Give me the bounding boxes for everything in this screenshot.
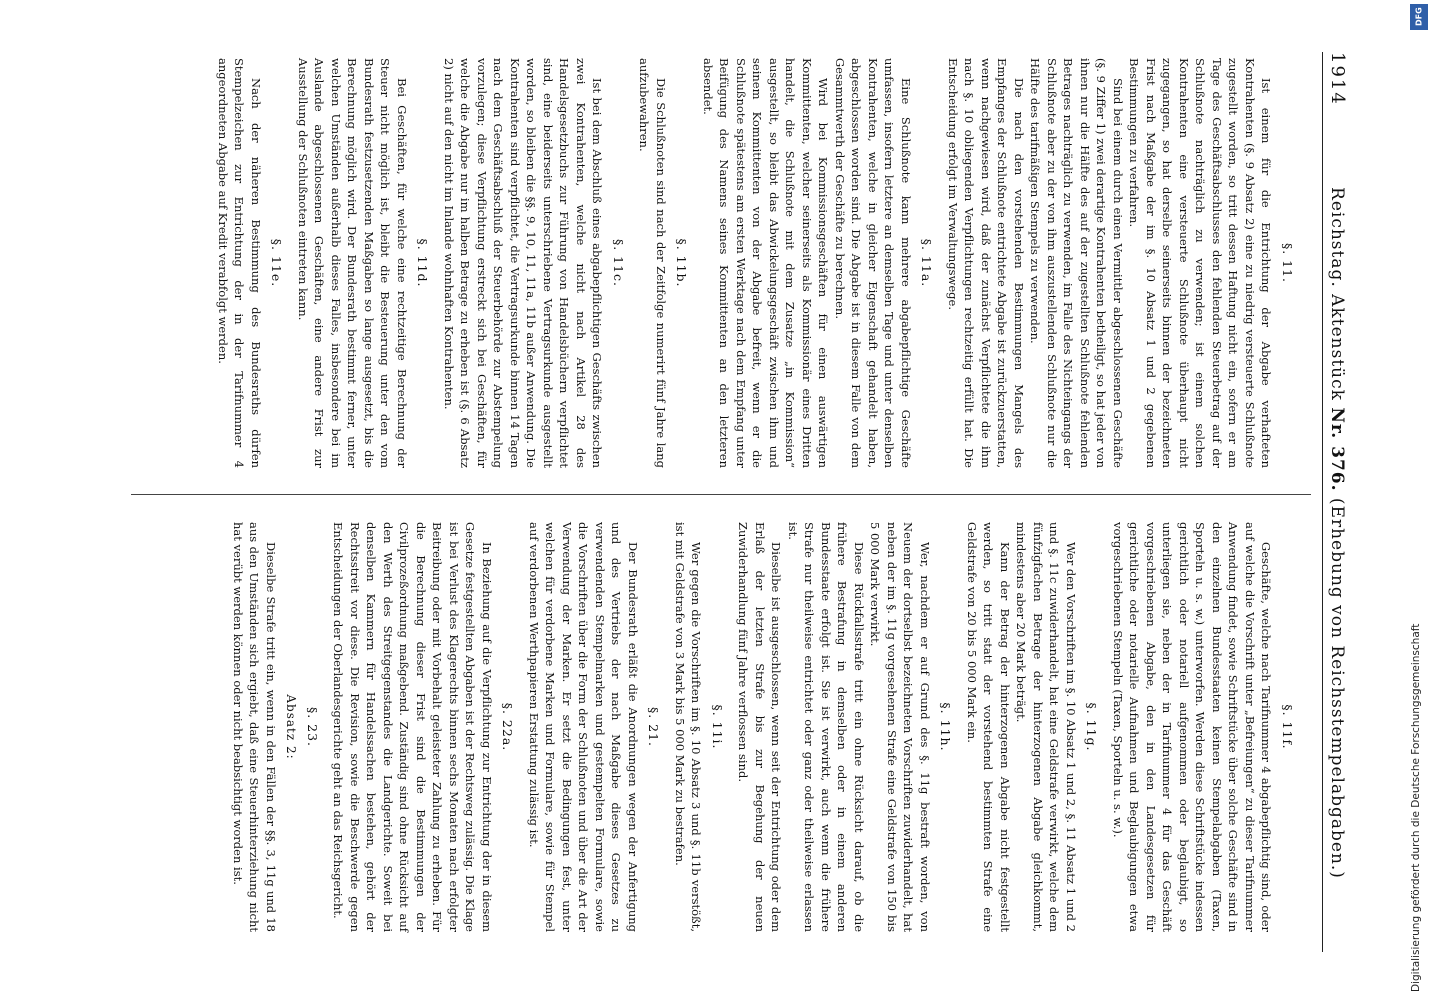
funding-credit: Digitalisierung gefördert durch die Deutsche Forschungsgemeinschaft (1410, 623, 1422, 992)
paragraph: Nach der näheren Bestimmung des Bundesraths dürfen Stempelzeichen zur Entrichtung der in der Tarifnummer 4 angeordneten Abgabe auf Kredit verabfolgt werden. (216, 58, 263, 468)
paragraph: Der Bundesrath erläßt die Anordnungen wegen der Anfertigung und des Vertriebs der nach Maßgabe dieses Gesetzes zu verwendenden Stempelmarken und gestempelten Formulare, sowie die Vorschriften über die Form der Schlußnoten und über die Art der Verwendung der Marken. Er setzt die Bedingungen fest, unter welchen für verdorbene Marken und Formulare, sowie für Stempel auf verdorbenen Werthpapieren Erstattung zulässig ist. (527, 522, 640, 932)
paragraph: Sind bei einem durch einen Vermittler abgeschlossenen Geschäfte (§. 9 Ziffer 1) zwei derartige Kontrahenten betheiligt, so hat jeder von ihnen nur die Hälfte des auf der zugestellten Schlußnote fehlenden Betrages nachträglich zu verwenden, im Falle des Nichteingangs der Schlußnote aber zu der von ihm auszustellenden Schlußnote nur die Hälfte des tarifmäßigen Stempels zu verwenden. (1028, 58, 1125, 468)
paragraph: Dieselbe Strafe tritt ein, wenn in den Fällen der §§. 3, 11g und 18 aus den Umständen sich ergiebt, daß eine Steuerhinterziehung nicht hat verübt werden können oder nicht beabsichtigt worden ist. (231, 522, 278, 932)
running-head-pre: Reichstag. Aktenstück (1327, 187, 1347, 408)
paragraph: Die Schlußnoten sind nach der Zeitfolge numerirt fünf Jahre lang aufzubewahren. (637, 58, 668, 468)
page-header (1322, 52, 1355, 952)
paragraph: Eine Schlußnote kann mehrere abgabepflichtige Geschäfte umfassen, insofern letztere an demselben Tage und unter denselben Kontrahenten, welche in gleicher Eigenschaft gehandelt haben, abgeschlossen worden sind. Die Abgabe ist in diesem Falle von dem Gesammtwerth der Geschäfte zu berechnen. (833, 58, 913, 468)
paragraph: Dieselbe ist ausgeschlossen, wenn seit der Entrichtung oder dem Erlaß der letzten Strafe bis zur Begehung der neuen Zuwiderhandlung fünf Jahre verflossen sind. (736, 522, 784, 932)
section-heading: §. 22a. (500, 702, 516, 752)
section-heading: §. 11f. (1280, 704, 1295, 750)
section-heading: §. 11c. (611, 238, 626, 288)
running-head (1327, 114, 1347, 952)
dfg-logo: DFG (1410, 4, 1428, 30)
paragraph: Bei Geschäften, für welche eine rechtzeitige Berechnung der Steuer nicht möglich ist, bleibt die Besteuerung unter den vom Bundesrath festzusetzenden Maßgaben so lange ausgesetzt, bis die Berechnung möglich wird. Der Bundesrath bestimmt ferner, unter welchen Umständen außerhalb dieses Falles, insbesondere bei im Auslande abgeschlossenen Geschäften, eine andere Frist zur Ausstellung der Schlußnoten eintreten kann. (296, 58, 409, 468)
paragraph: In Beziehung auf die Verpflichtung zur Entrichtung der in diesem Gesetze festgestellten Abgaben ist der Rechtsweg zulässig. Die Klage ist bei Verlust des Klagerechts binnen sechs Monaten nach erfolgter Beitreibung oder mit Vorbehalt geleisteter Zahlung zu erheben. Für die Berechnung dieser Frist sind die Bestimmungen der Civilprozeßordnung maßgebend. Zuständig sind ohne Rücksicht auf den Werth des Streitgegenstandes die Landgerichte. Soweit bei denselben Kammern für Handelssachen bestehen, gehört der Rechtsstreit vor diese. Die Revision, sowie die Beschwerde gegen Entscheidungen der Oberlandesgerichte geht an das Reichsgericht. (331, 522, 494, 932)
running-head-number: Nr. 376. (1327, 407, 1347, 492)
paragraph: Die nach den vorstehenden Bestimmungen Mangels des Empfanges der Schlußnote entrichtete Abgabe ist zurückzuerstatten, wenn nachgewiesen wird, daß der zunächst Verpflichtete die ihm nach §. 10 obliegenden Verpflichtungen rechtzeitig erfüllt hat. Die Entscheidung erfolgt im Verwaltungswege. (946, 58, 1026, 468)
section-heading: §. 11a. (919, 238, 935, 288)
running-head-post: (Erhebung von Reichsstempelabgaben.) (1327, 491, 1347, 879)
paragraph: Diese Rückfallsstrafe tritt ein ohne Rücksicht darauf, ob die frühere Bestrafung in demselben oder in einem anderen Bundesstaate erfolgt ist. Sie ist verwirkt, auch wenn die frühere Strafe nur theilweise entrichtet oder ganz oder theilweise erlassen ist. (786, 522, 866, 932)
section-heading: §. 11e. (269, 238, 285, 288)
paragraph: Kann der Betrag der hinterzogenen Abgabe nicht festgestellt werden, so tritt statt der vorstehend bestimmten Strafe eine Geldstrafe von 20 bis 5 000 Mark ein. (965, 522, 1012, 932)
section-heading: §. 11. (1280, 242, 1295, 284)
paragraph: Wer den Vorschriften im §. 10 Absatz 1 und 2, §. 11 Absatz 1 und 2 und §. 11c zuwiderhandelt, hat eine Geldstrafe verwirkt, welche dem fünfzigfachen Betrage der hinterzogenen Abgabe gleichkommt, mindestens aber 20 Mark beträgt. (1014, 522, 1078, 932)
section-heading: §. 23. (305, 706, 320, 748)
section-heading: §. 11g. (1084, 702, 1100, 752)
section-heading: §. 21. (646, 706, 662, 748)
section-heading: §. 11b. (674, 238, 690, 288)
section-heading: §. 11i. (710, 704, 725, 750)
column-divider (131, 494, 1311, 495)
digitization-sidebar (1402, 0, 1432, 1000)
paragraph: Geschäfte, welche nach Tarifnummer 4 abgabepflichtig sind, oder auf welche die Vorschrift unter „Befreiungen“ zu dieser Tarifnummer Anwendung findet, sowie Schriftstücke über solche Geschäfte sind in den einzelnen Bundesstaaten keinen Stempelabgaben (Taxen, Sporteln u. s. w.) unterworfen. Werden diese Schriftstücke indessen gerichtlich oder notariell aufgenommen oder beglaubigt, so unterliegen sie, neben der in Tarifnummer 4 für das Geschäft vorgeschriebenen Abgabe, den in den Landesgesetzen für gerichtliche oder notarielle Aufnahmen und Beglaubigungen etwa vorgeschriebenen Stempeln (Taxen, Sporteln u. s. w.). (1111, 522, 1274, 932)
paragraph: Wer, nachdem er auf Grund des §. 11g bestraft worden, von Neuem der dortselbst bezeichneten Vorschriften zuwiderhandelt, hat neben der im §. 11g vorgesehenen Strafe eine Geldstrafe von 150 bis 5 000 Mark verwirkt. (868, 522, 932, 932)
subsection-label: Absatz 2: (284, 694, 299, 760)
paragraph: Wer gegen die Vorschriften im §. 10 Absatz 3 und §. 11b verstößt, ist mit Geldstrafe von 3 Mark bis 5 000 Mark zu bestrafen. (673, 522, 704, 932)
paragraph: Wird bei Kommissionsgeschäften für einen auswärtigen Kommittenten, welcher seinerseits als Kommissionär eines Dritten handelt, die Schlußnote mit dem Zusatze „in Kommission“ ausgestellt, so bleibt das Abwickelungsgeschäft zwischen ihm und seinem Kommittenten von der Abgabe befreit, wenn er die Schlußnote spätestens am ersten Werktage nach dem Empfang unter Beifügung des Namens seines Kommittenten an den letzteren absendet. (701, 58, 831, 468)
left-column (215, 58, 1306, 468)
section-heading: §. 11h. (938, 702, 954, 752)
section-heading: §. 11d. (415, 238, 431, 288)
paragraph: Ist bei dem Abschluß eines abgabepflichtigen Geschäfts zwischen zwei Kontrahenten, welche nicht nach Artikel 28 des Handelsgesetzbuchs zur Führung von Handelsbüchern verpflichtet sind, eine beiderseits unterschriebene Vertragsurkunde ausgestellt worden, so bleiben die §§. 9, 10, 11, 11a, 11b außer Anwendung. Die Kontrahenten sind verpflichtet, die Vertragsurkunde binnen 14 Tagen nach dem Geschäftsabschluß der Steuerbehörde zur Abstempelung vorzulegen; diese Verpflichtung erstreckt sich bei Geschäften, für welche die Abgabe nur im halben Betrage zu erheben ist (§. 6 Absatz 2) nicht auf den nicht im Inlande wohnhaften Kontrahenten. (442, 58, 605, 468)
page-number: 1914 (1327, 52, 1348, 106)
paragraph: Ist einem für die Entrichtung der Abgabe verhafteten Kontrahenten (§. 9 Absatz 2) eine zu niedrig versteuerte Schlußnote zugestellt worden, so tritt dessen Haftung nicht ein, sofern er am Tage des Geschäftsabschlusses den fehlenden Steuerbetrag auf der Schlußnote nachträglich zu verwenden; ist einem solchen Kontrahenten eine versteuerte Schlußnote überhaupt nicht zugegangen, so hat derselbe seinerseits binnen der bezeichneten Frist nach Maßgabe der im §. 10 Absatz 1 und 2 gegebenen Bestimmungen zu verfahren. (1127, 58, 1274, 468)
right-column (230, 522, 1306, 932)
